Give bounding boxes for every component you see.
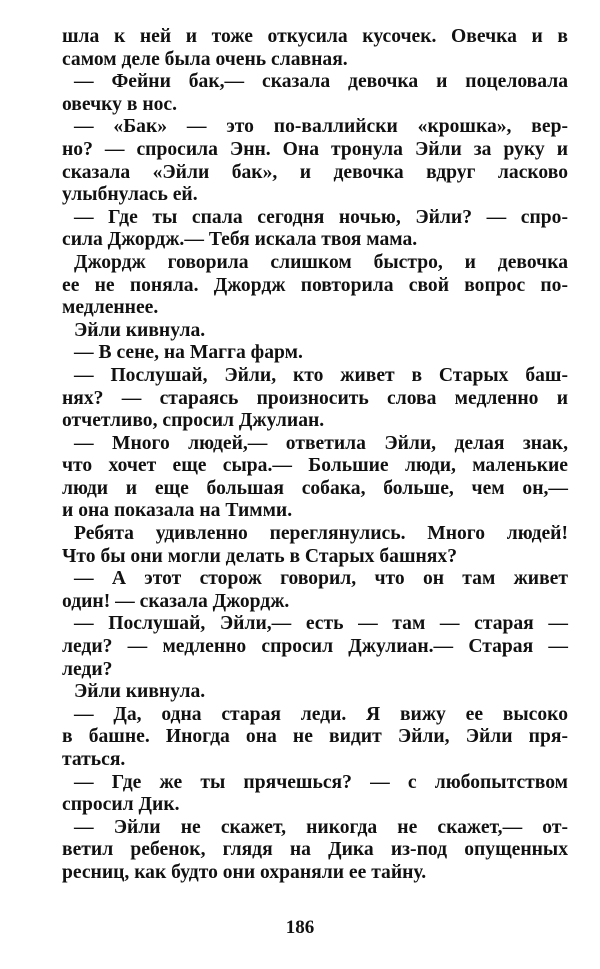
text-line: и она показала на Тимми. (62, 500, 293, 522)
text-line: — «Бак» — это по-валлийски «крошка», вер- (74, 116, 568, 138)
text-line: леди? — медленно спросил Джулиан.— Старая — (62, 636, 568, 658)
text-line: сила Джордж.— Тебя искала твоя мама. (62, 229, 418, 251)
text-line: один! — сказала Джордж. (62, 590, 290, 612)
text-line: что хочет еще сыра.— Большие люди, маленькие (62, 455, 568, 477)
text-line: — Фейни бак,— сказала девочка и поцеловала (74, 71, 568, 93)
text-line: но? — спросила Энн. Она тронула Эйли за руку и (62, 138, 568, 160)
text-line: ветил ребенок, глядя на Дика из-под опущенных (62, 839, 568, 861)
text-line: — Много людей,— ответила Эйли, делая знак, (74, 432, 568, 454)
text-line: Что бы они могли делать в Старых башнях? (62, 545, 457, 567)
text-line: медленнее. (62, 297, 159, 319)
text-line: леди? (62, 658, 113, 680)
text-line: таться. (62, 749, 126, 770)
text-line: — В сене, на Магга фарм. (74, 342, 303, 364)
text-line: — Где же ты прячешься? — с любопытством (74, 771, 568, 793)
text-line: спросил Дик. (62, 794, 180, 816)
text-line: ресниц, как будто они охраняли ее тайну. (62, 861, 427, 883)
text-line: в башне. Иногда она не видит Эйли, Эйли пря- (62, 726, 568, 748)
text-line: нях? — стараясь произносить слова медленно и (62, 387, 568, 409)
text-line: ее не поняла. Джордж повторила свой вопрос по- (62, 274, 568, 296)
text-line: — Послушай, Эйли, кто живет в Старых баш- (74, 364, 568, 386)
text-line: овечку в нос. (62, 93, 178, 115)
text-line: Джордж говорила слишком быстро, и девочка (74, 251, 568, 273)
text-line: сказала «Эйли бак», и девочка вдруг ласково (62, 161, 568, 183)
text-line: Эйли кивнула. (74, 681, 206, 703)
text-line: — Да, одна старая леди. Я вижу ее высоко (74, 703, 568, 725)
text-line: шла к ней и тоже откусила кусочек. Овечка и в (62, 26, 568, 47)
text-line: отчетливо, спросил Джулиан. (62, 410, 325, 432)
text-line: самом деле была очень славная. (62, 48, 348, 70)
text-line: — Послушай, Эйли,— есть — там — старая — (74, 613, 568, 635)
text-line: — Эйли не скажет, никогда не скажет,— от- (74, 816, 568, 838)
text-line: Эйли кивнула. (74, 319, 206, 341)
page-number: 186 (285, 917, 315, 938)
text-line: — А этот сторож говорил, что он там живет (74, 568, 568, 590)
text-line: улыбнулась ей. (62, 184, 198, 206)
text-line: — Где ты спала сегодня ночью, Эйли? — спро- (74, 206, 568, 228)
body-text (62, 26, 568, 885)
text-line: Ребята удивленно переглянулись. Много людей! (74, 523, 568, 545)
text-line: люди и еще большая собака, больше, чем он,— (62, 477, 568, 499)
